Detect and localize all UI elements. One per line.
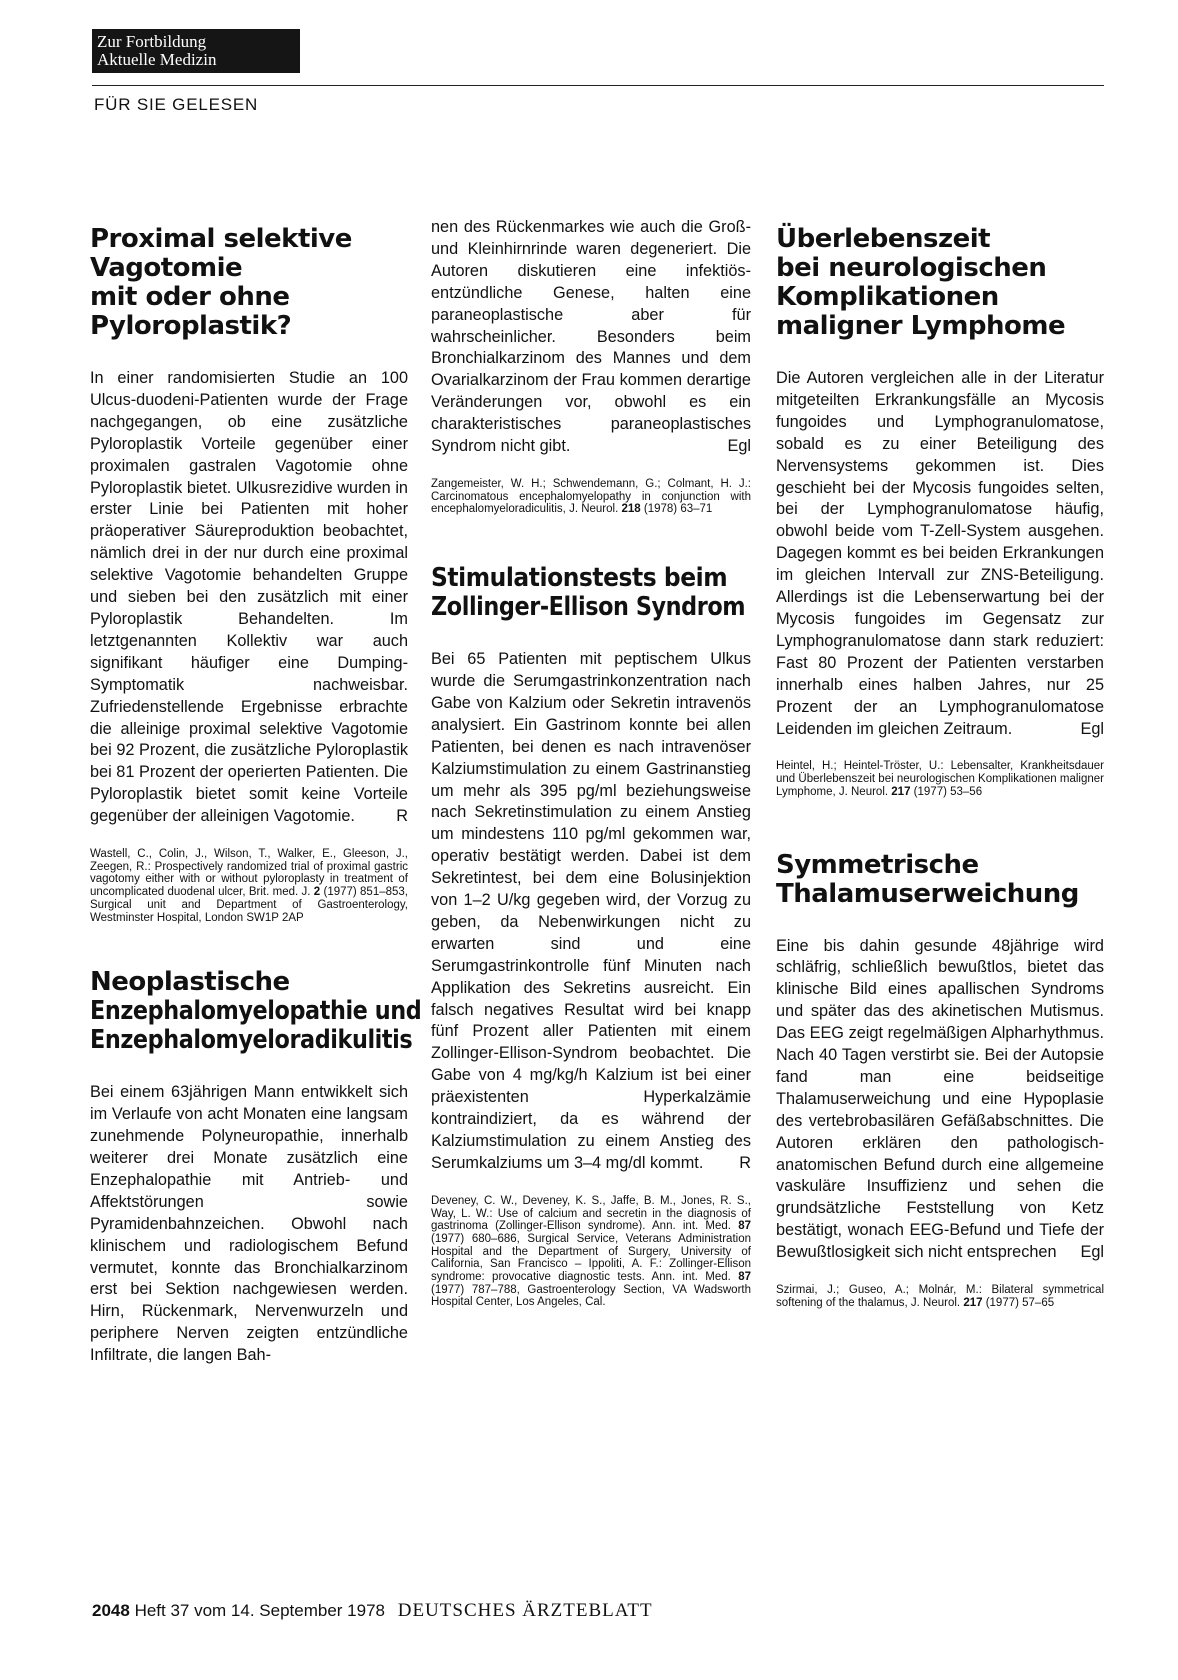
issue-info: Heft 37 vom 14. September 1978 (134, 1601, 385, 1620)
section-badge (92, 29, 300, 73)
column-3 (776, 225, 1104, 1310)
body-text: Bei 65 Patienten mit peptischem Ulkus wurde die Serumgastrinkonzentration nach Gabe von Kalzium oder Sekretin intravenös analysiert. Ein Gastrinom konnte bei allen Patienten, bei denen es nach intravenöser Kalziumstimulation zu einem Gastrinanstieg um mehr als 395 pg/ml beziehungsweise nach Sekretinstimulation zu einem Anstieg um mindestens 110 pg/ml gekommen war, operativ bestätigt werden. Dabei ist dem Sekretintest, bei dem eine Bolusinjektion von 1–2 U/kg gegeben wird, der Vorzug zu geben, da Nebenwirkungen nicht zu erwarten sind und eine Serumgastrinkontrolle fünf Minuten nach Applikation des Sekretins ausreicht. Ein falsch negatives Resultat wird bei knapp fünf Prozent aller Patienten mit einem Zollinger-Ellison-Syndrom beobachtet. Die Gabe von 4 mg/kg/h Kalzium ist bei einer präexistenten Hyperkalzämie kontraindiziert, da es während der Kalziumstimulation zu einem Anstieg des Serumkalziums um 3–4 mg/dl kommt. (431, 650, 751, 1172)
reference-volume: 87 (738, 1271, 751, 1284)
reference-text: Wastell, C., Colin, J., Wilson, T., Walker, E., Gleeson, J., Zeegen, R.: Prospectively randomized trial of proximal gastric vagotomy either with or without pyloroplasty in treatment of uncomplicated duodenal ulcer, Brit. med. J. (90, 848, 408, 899)
reference-text: (1977) 851–853, Surgical unit and Department of Gastroenterology, Westminster Hospital, London SW1P 2AP (90, 886, 408, 924)
reference-volume: 217 (891, 785, 911, 798)
badge-line-1: Zur Fortbildung (97, 32, 207, 51)
section-title: FÜR SIE GELESEN (94, 95, 259, 114)
title-line: Zollinger-Ellison Syndrom (431, 592, 746, 623)
title-line: Symmetrische (776, 849, 979, 880)
article-4-title (776, 225, 1104, 341)
article-5-title (776, 851, 1104, 909)
article-1-title (90, 225, 408, 341)
author-initials: Egl (1080, 719, 1104, 738)
article-4-reference (776, 760, 1104, 798)
article-5-reference (776, 1284, 1104, 1309)
title-line: Stimulationstests beim (431, 563, 728, 594)
body-text: Die Autoren vergleichen alle in der Literatur mitgeteilten Erkrankungsfälle an Mycosis fungoides und Lymphogranulomatose, sobald es zu einer Beteiligung des Nervensystems gekommen ist. Dies geschieht bei der Mycosis fungoides selten, bei der Lymphogranulomatose häufig, obwohl beide vom T-Zell-System ausgehen. Dagegen kommt es bei beiden Erkrankungen im gleichen Intervall zur ZNS-Beteiligung. Allerdings ist die Lebenserwartung bei der Mycosis fungoides im Gegensatz zur Lymphogranulomatose dann stark reduziert: Fast 80 Prozent der Patienten verstarben innerhalb eines halben Jahres, nur 25 Prozent der an Lymphogranulomatose Leidenden im gleichen Zeitraum. (776, 369, 1104, 738)
article-5-body (776, 936, 1104, 1265)
reference-text: (1977) 53–56 (913, 785, 983, 798)
article-3-title (431, 564, 751, 622)
title-line: Enzephalomyeloradikulitis (90, 1025, 413, 1056)
article-4-body (776, 368, 1104, 740)
article-1-reference (90, 848, 408, 924)
header-rule (92, 85, 1104, 86)
title-line: Enzephalomyelopathie und (90, 996, 422, 1027)
reference-text: Szirmai, J.; Guseo, A.; Molnár, M.: Bilateral symmetrical softening of the thalamus, J. Neurol. (776, 1284, 1104, 1309)
column-1 (90, 224, 422, 1367)
title-line: Komplikationen (776, 282, 999, 312)
reference-volume: 87 (738, 1220, 751, 1233)
column-2 (431, 218, 751, 1309)
article-2-body-part-2 (431, 217, 751, 458)
body-text: In einer randomisierten Studie an 100 Ulcus-duodeni-Patienten wurde der Frage nachgegangen, ob eine zusätzliche Pyloroplastik Vorteile gegenüber einer proximalen gastralen Vagotomie ohne Pyloroplastik bietet. Ulkusrezidive wurden in erster Linie bei Patienten mit hoher präoperativer Säureproduktion beobachtet, nämlich drei in der nur durch eine proximal selektive Vagotomie behandelten Gruppe und sieben bei den zusätzlich mit einer Pyloroplastik Behandelten. Im letztgenannten Kollektiv war auch signifikant häufiger eine Dumping-Symptomatik nachweisbar. Zufriedenstellende Ergebnisse erbrachte die alleinige proximal selektive Vagotomie bei 92 Prozent, die zusätzliche Pyloroplastik bei 81 Prozent der operierten Patienten. Die Pyloroplastik bietet somit keine Vorteile gegenüber der alleinigen Vagotomie. (90, 369, 408, 826)
author-initials: R (396, 807, 408, 826)
title-line: Proximal selektive (90, 224, 352, 254)
reference-text: (1977) 787–788, Gastroenterology Section, VA Wadsworth Hospital Center, Los Angeles, Cal. (431, 1283, 751, 1309)
title-line: mit oder ohne (90, 282, 290, 312)
reference-volume: 2 (313, 886, 321, 899)
reference-volume: 217 (963, 1296, 983, 1309)
reference-text: Zangemeister, W. H.; Schwendemann, G.; Colmant, H. J.: Carcinomatous encephalomyelopathy in conjunction with encephalomyeloradiculitis, J. Neurol. (431, 477, 751, 516)
article-3-reference (431, 1195, 751, 1309)
badge-line-2: Aktuelle Medizin (97, 50, 217, 69)
title-line: Thalamuserweichung (776, 878, 1079, 909)
title-line: Neoplastische (90, 967, 290, 998)
article-2-body-part-1 (90, 1082, 408, 1367)
reference-text: Deveney, C. W., Deveney, K. S., Jaffe, B. M., Jones, R. S., Way, L. W.: Use of calcium and secretin in the diagnosis of gastrinoma (Zollinger-Ellison syndrome). Ann. int. Med. (431, 1194, 751, 1233)
author-initials: Egl (727, 437, 751, 456)
page-number: 2048 (92, 1601, 130, 1620)
title-line: maligner Lymphome (776, 311, 1066, 341)
body-text: nen des Rückenmarkes wie auch die Groß- und Kleinhirnrinde waren degeneriert. Die Autoren diskutieren eine infektiös-entzündliche Genese, halten eine paraneoplastische aber für wahrscheinlicher. Besonders beim Bronchialkarzinom des Mannes und dem Ovarialkarzinom der Frau kommen derartige Veränderungen vor, obwohl es ein charakteristisches paraneoplastisches Syndrom nicht gibt. (431, 218, 751, 456)
reference-text: Heintel, H.; Heintel-Tröster, U.: Lebensalter, Krankheitsdauer und Überlebenszeit bei neurologischen Komplikationen maligner Lymphome, J. Neurol. (776, 760, 1104, 798)
author-initials: Egl (1080, 1243, 1104, 1262)
body-text: Bei einem 63jährigen Mann entwikkelt sich im Verlaufe von acht Monaten eine langsam zunehmende Polyneuropathie, innerhalb weiterer drei Monate zusätzlich eine Enzephalopathie mit Antrieb- und Affektstörungen sowie Pyramidenbahnzeichen. Obwohl nach klinischem und radiologischem Befund vermutet, konnte das Bronchialkarzinom erst bei Sektion nachgewiesen werden. Hirn, Rückenmark, Nervenwurzeln und periphere Nerven zeigten entzündliche Infiltrate, die langen Bah- (90, 1083, 408, 1365)
article-2-title (90, 967, 422, 1056)
article-3-body (431, 649, 751, 1175)
title-line: bei neurologischen (776, 253, 1047, 283)
title-line: Vagotomie (90, 253, 243, 283)
article-2-reference (431, 478, 751, 516)
article-1-body (90, 368, 408, 828)
body-text: Eine bis dahin gesunde 48jährige wird schläfrig, schließlich bewußtlos, bietet das klinische Bild eines apallischen Syndroms und später das des akinetischen Mutismus. Das EEG zeigt regelmäßigen Alpharhythmus. Nach 40 Tagen verstirbt sie. Bei der Autopsie fand man eine beidseitige Thalamuserweichung und eine Hypoplasie des vertebrobasilären Gefäßabschnittes. Die Autoren erklären den pathologisch-anatomischen Befund durch eine allgemeine vaskuläre Insuffizienz und sehen die grundsätzliche Feststellung von Ketz bestätigt, wonach EEG-Befund und Tiefe der Bewußtlosigkeit sich nicht entsprechen (776, 936, 1104, 1262)
reference-text: (1977) 57–65 (985, 1296, 1055, 1309)
page-footer (92, 1600, 653, 1622)
author-initials: R (739, 1153, 751, 1172)
reference-volume: 218 (621, 503, 641, 516)
title-line: Pyloroplastik? (90, 311, 292, 341)
magazine-name: DEUTSCHES ÄRZTEBLATT (397, 1600, 653, 1621)
reference-text: (1978) 63–71 (643, 503, 713, 516)
title-line: Überlebenszeit (776, 224, 991, 254)
reference-text: (1977) 680–686, Surgical Service, Veterans Administration Hospital and the Department of Surgery, University of California, San Francisco – Ippoliti, A. F.: Zollinger-Ellison syndrome: provocative diagnostic tests. Ann. int. Med. (431, 1232, 751, 1284)
